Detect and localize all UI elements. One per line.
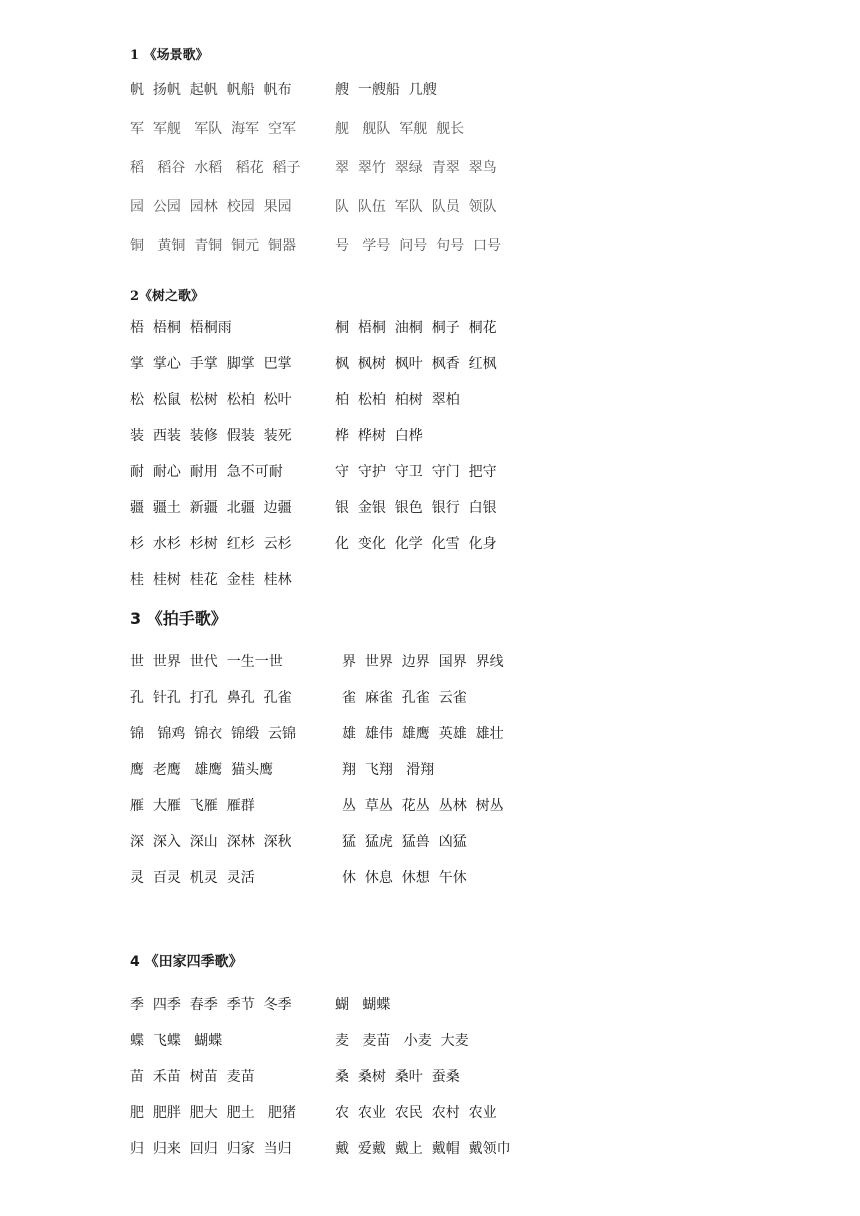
word-group-right: 桦 桦树 白桦 — [335, 428, 423, 444]
word-group-left: 深 深入 深山 深林 深秋 — [130, 834, 292, 850]
word-group-left: 铜 黄铜 青铜 铜元 铜器 — [130, 238, 297, 254]
word-group-left: 世 世界 世代 一生一世 — [130, 654, 283, 670]
word-group-right: 队 队伍 军队 队员 领队 — [335, 199, 497, 215]
word-group-right: 雀 麻雀 孔雀 云雀 — [342, 690, 467, 706]
word-group-left: 稻 稻谷 水稻 稻花 稻子 — [130, 160, 301, 176]
word-group-left: 肥 肥胖 肥大 肥土 肥猪 — [130, 1105, 297, 1121]
word-group-left: 疆 疆土 新疆 北疆 边疆 — [130, 500, 292, 516]
word-group-left: 季 四季 春季 季节 冬季 — [130, 997, 292, 1013]
word-group-right: 号 学号 问号 句号 口号 — [335, 238, 502, 254]
word-group-right: 化 变化 化学 化雪 化身 — [335, 536, 497, 552]
word-group-right: 守 守护 守卫 守门 把守 — [335, 464, 497, 480]
word-group-right: 枫 枫树 枫叶 枫香 红枫 — [335, 356, 497, 372]
word-group-right: 戴 爱戴 戴上 戴帽 戴领巾 — [335, 1141, 511, 1157]
section-title-1: 1 《场景歌》 — [130, 48, 209, 63]
word-group-left: 苗 禾苗 树苗 麦苗 — [130, 1069, 255, 1085]
word-group-left: 松 松鼠 松树 松柏 松叶 — [130, 392, 292, 408]
word-group-right: 猛 猛虎 猛兽 凶猛 — [342, 834, 467, 850]
word-group-right: 翠 翠竹 翠绿 青翠 翠鸟 — [335, 160, 497, 176]
section-title-2: 2《树之歌》 — [130, 289, 205, 304]
word-group-right: 柏 松柏 柏树 翠柏 — [335, 392, 460, 408]
word-group-left: 耐 耐心 耐用 急不可耐 — [130, 464, 283, 480]
word-group-right: 休 休息 休想 午休 — [342, 870, 467, 886]
section-title-4: 4 《田家四季歌》 — [130, 954, 243, 970]
word-group-left: 掌 掌心 手掌 脚掌 巴掌 — [130, 356, 292, 372]
word-group-left: 鹰 老鹰 雄鹰 猫头鹰 — [130, 762, 274, 778]
word-group-left: 归 归来 回归 归家 当归 — [130, 1141, 292, 1157]
word-group-right: 界 世界 边界 国界 界线 — [342, 654, 504, 670]
word-group-right: 翔 飞翔 滑翔 — [342, 762, 435, 778]
word-group-left: 锦 锦鸡 锦衣 锦缎 云锦 — [130, 726, 297, 742]
word-group-right: 舰 舰队 军舰 舰长 — [335, 121, 465, 137]
word-group-left: 雁 大雁 飞雁 雁群 — [130, 798, 255, 814]
word-group-left: 军 军舰 军队 海军 空军 — [130, 121, 297, 137]
word-group-left: 杉 水杉 杉树 红杉 云杉 — [130, 536, 292, 552]
word-group-right: 农 农业 农民 农村 农业 — [335, 1105, 497, 1121]
word-group-right: 雄 雄伟 雄鹰 英雄 雄壮 — [342, 726, 504, 742]
section-title-3: 3 《拍手歌》 — [130, 609, 227, 628]
word-group-right: 丛 草丛 花丛 丛林 树丛 — [342, 798, 504, 814]
word-group-right: 桑 桑树 桑叶 蚕桑 — [335, 1069, 460, 1085]
word-group-right: 蝴 蝴蝶 — [335, 997, 391, 1013]
word-group-left: 蝶 飞蝶 蝴蝶 — [130, 1033, 223, 1049]
word-group-right: 艘 一艘船 几艘 — [335, 82, 437, 98]
word-group-right: 银 金银 银色 银行 白银 — [335, 500, 497, 516]
word-group-left: 灵 百灵 机灵 灵活 — [130, 870, 255, 886]
word-group-left: 梧 梧桐 梧桐雨 — [130, 320, 232, 336]
word-group-left: 桂 桂树 桂花 金桂 桂林 — [130, 572, 292, 588]
word-group-left: 帆 扬帆 起帆 帆船 帆布 — [130, 82, 292, 98]
word-group-left: 装 西装 装修 假装 装死 — [130, 428, 292, 444]
word-group-left: 园 公园 园林 校园 果园 — [130, 199, 292, 215]
word-group-right: 桐 梧桐 油桐 桐子 桐花 — [335, 320, 497, 336]
word-group-right: 麦 麦苗 小麦 大麦 — [335, 1033, 469, 1049]
word-group-left: 孔 针孔 打孔 鼻孔 孔雀 — [130, 690, 292, 706]
